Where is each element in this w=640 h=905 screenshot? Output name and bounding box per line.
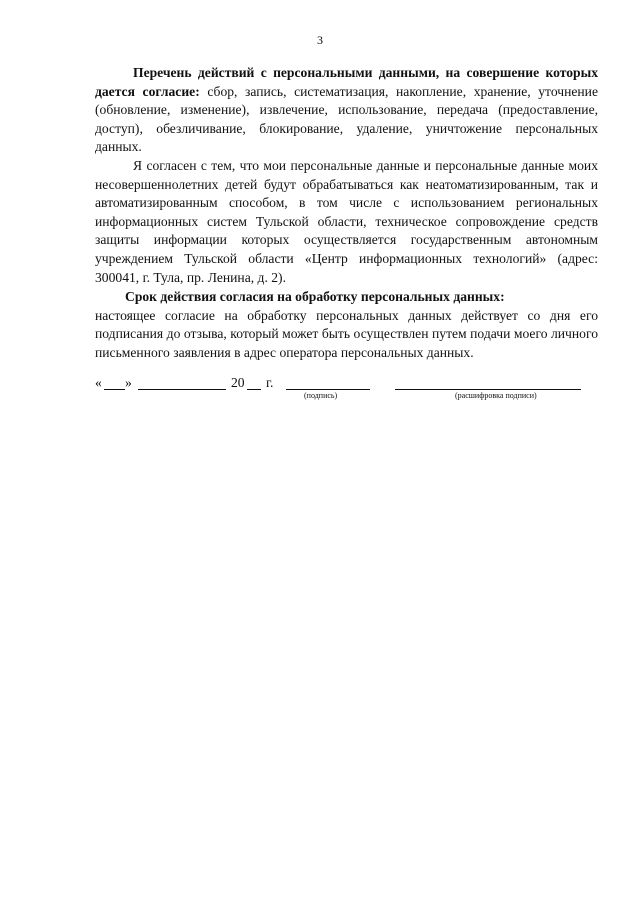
validity-text: настоящее согласие на обработку персональных данных действует со дня его подписания до отзыва, который может быть осуществлен путем подачи моего личного письменного заявления в адрес оператора персональных данных. [95, 307, 598, 360]
signature-field[interactable] [286, 389, 370, 390]
signature-caption: (подпись) [304, 391, 338, 400]
page-number: 3 [317, 33, 323, 47]
month-field[interactable] [138, 389, 226, 390]
year-suffix: г. [266, 375, 274, 390]
year-field[interactable] [247, 389, 261, 390]
consent-paragraph: Я согласен с тем, что мои персональные данные и персональные данные моих несовершеннолетних детей будут обрабатываться как неатоматизированным, так и автоматизированным способом, в том числе с использованием региональных информационных систем Тульской области, техническое сопровождение средств защиты информации которых осуществляется государственным автономным учреждением Тульской области «Центр информационных технологий» (адрес: 300041, г. Тула, пр. Ленина, д. 2). [95, 157, 598, 285]
decryption-field[interactable] [395, 389, 581, 390]
validity-heading: Срок действия согласия на обработку персональных данных: [125, 289, 505, 305]
day-close-quote: » [125, 375, 132, 390]
decryption-caption: (расшифровка подписи) [455, 391, 537, 400]
actions-heading: Перечень действий с персональными данными, на совершение которых дается согласие: [95, 65, 598, 99]
actions-paragraph [95, 64, 598, 157]
actions-list-text: сбор, запись, систематизация, накопление, хранение, уточнение (обновление, изменение), извлечение, использование, передача (предоставление, доступ), обезличивание, блокирование, удаление, уничтожение персональных данных. [95, 83, 598, 155]
signature-row [95, 375, 598, 405]
document-body [95, 64, 598, 363]
day-field[interactable] [104, 389, 125, 390]
day-open-quote: « [95, 375, 102, 390]
year-prefix: 20 [231, 375, 245, 390]
